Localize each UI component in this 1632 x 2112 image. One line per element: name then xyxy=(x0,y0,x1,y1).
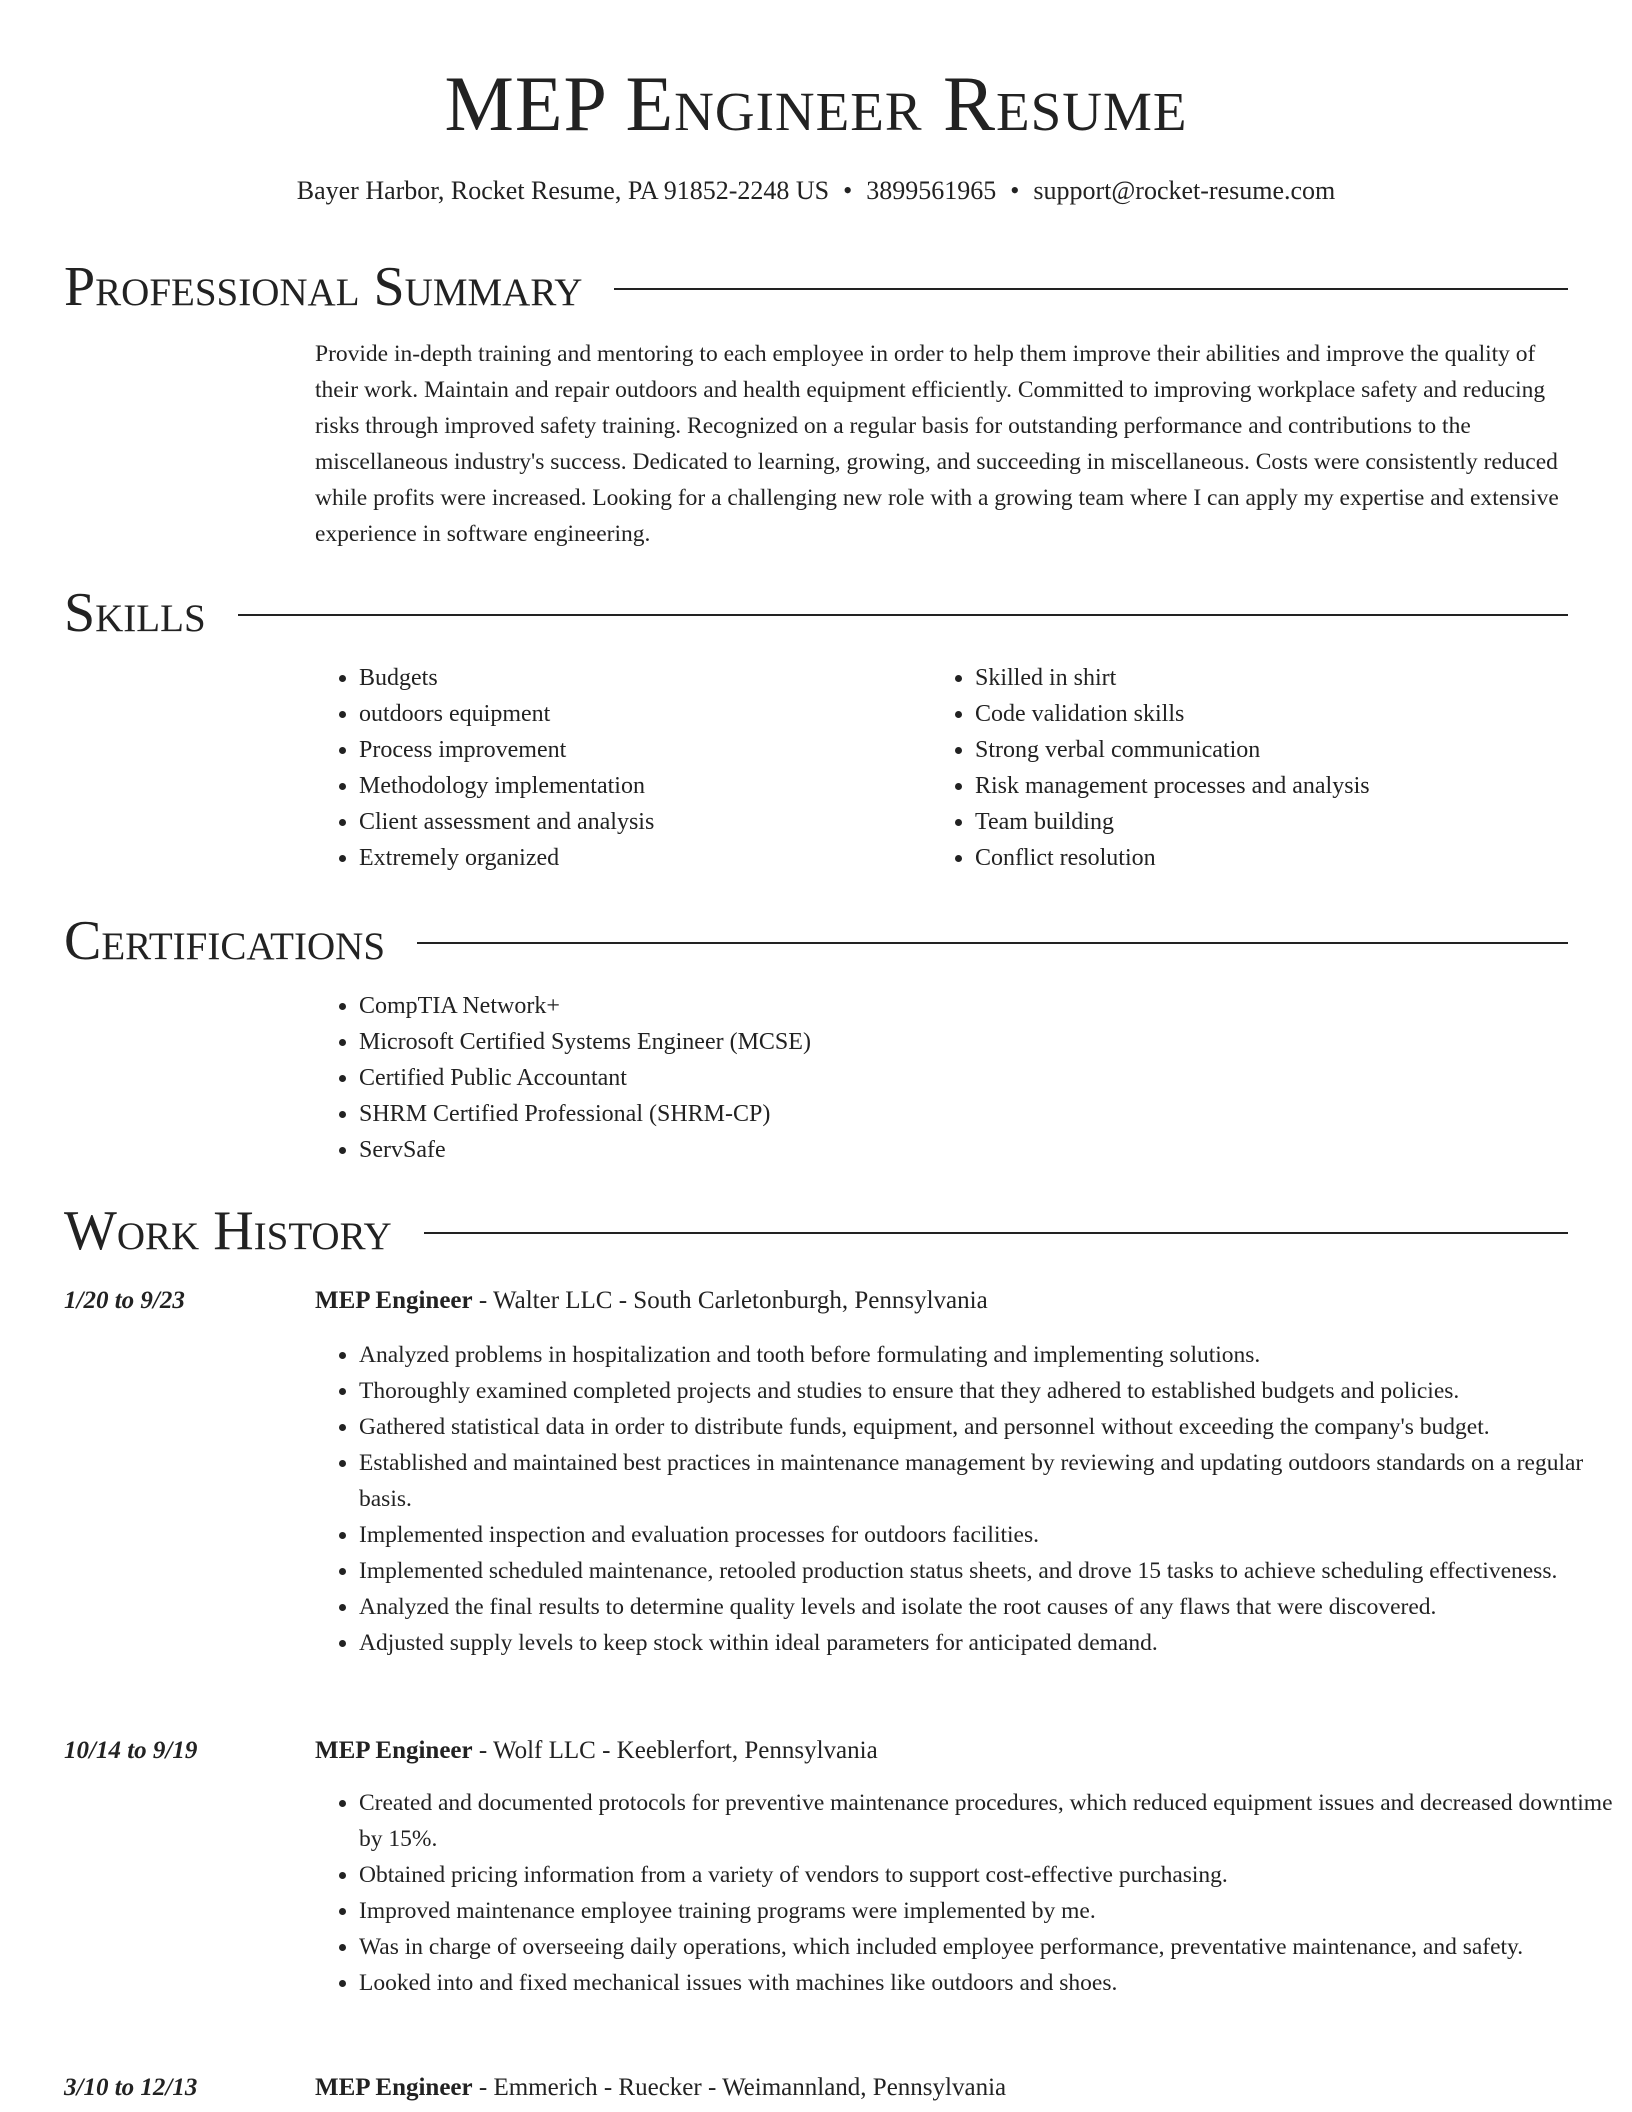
job-bullet: • Analyzed the final results to determine quality levels and isolate the root causes of any flaws that were discovered. xyxy=(359,1589,1617,1625)
job-bullet: • Implemented scheduled maintenance, retooled production status sheets, and drove 15 tasks to achieve scheduling effectiveness. xyxy=(359,1553,1617,1589)
skill-item: • Extremely organized xyxy=(359,840,919,876)
job-title-line xyxy=(315,1731,878,1771)
job-role: MEP Engineer xyxy=(315,1737,473,1764)
job-dates: 1/20 to 9/23 xyxy=(64,1287,185,1314)
skill-item: • Code validation skills xyxy=(975,696,1575,732)
job-bullets xyxy=(315,1337,1617,1661)
certification-item: • SHRM Certified Professional (SHRM-CP) xyxy=(359,1096,1359,1132)
contact-line xyxy=(0,174,1632,208)
skills-list-right xyxy=(931,660,1575,876)
summary-text: Provide in-depth training and mentoring to each employee in order to help them improve their abilities and improve the quality of their work. Maintain and repair outdoors and health equipment efficiently. Committed to improving workplace safety and reducing risks through improved safety training. Recognized on a regular basis for outstanding performance and contributions to the miscellaneous industry's success. Dedicated to learning, growing, and succeeding in miscellaneous. Costs were consistently reduced while profits were increased. Looking for a challenging new role with a growing team where I can apply my expertise and extensive experience in software engineering. xyxy=(315,341,1559,547)
job-bullet: • Improved maintenance employee training programs were implemented by me. xyxy=(359,1893,1617,1929)
job-header xyxy=(64,1731,1568,1771)
section-divider xyxy=(614,288,1568,290)
certification-item: • Microsoft Certified Systems Engineer (MCSE) xyxy=(359,1024,1359,1060)
section-header-certifications xyxy=(64,906,1568,976)
certifications-list xyxy=(315,988,1359,1168)
contact-email: support@rocket-resume.com xyxy=(1033,176,1336,205)
section-header-work-history xyxy=(64,1196,1568,1266)
section-title-certifications: Certifications xyxy=(64,910,386,972)
job-role: MEP Engineer xyxy=(315,2074,473,2101)
job-title-line xyxy=(315,2068,1006,2108)
job-bullet: • Obtained pricing information from a variety of vendors to support cost-effective purchasing. xyxy=(359,1857,1617,1893)
skills-list-left xyxy=(315,660,919,876)
skill-item: • Methodology implementation xyxy=(359,768,919,804)
skill-item: • Client assessment and analysis xyxy=(359,804,919,840)
job-bullet: • Adjusted supply levels to keep stock within ideal parameters for anticipated demand. xyxy=(359,1625,1617,1661)
skill-item: • Conflict resolution xyxy=(975,840,1575,876)
section-divider xyxy=(424,1232,1568,1234)
section-header-skills xyxy=(64,578,1568,648)
section-title-summary: Professional Summary xyxy=(64,256,583,318)
section-divider xyxy=(238,614,1568,616)
job-bullet: • Gathered statistical data in order to distribute funds, equipment, and personnel without exceeding the company's budget. xyxy=(359,1409,1617,1445)
job-bullet: • Was in charge of overseeing daily operations, which included employee performance, preventative maintenance, and safety. xyxy=(359,1929,1617,1965)
contact-separator: • xyxy=(1010,176,1020,205)
section-header-summary xyxy=(64,252,1568,322)
resume-title: MEP Engineer Resume xyxy=(444,60,1188,147)
job-bullet: • Created and documented protocols for preventive maintenance procedures, which reduced equipment issues and decreased downtime by 15%. xyxy=(359,1785,1617,1857)
skill-item: • Strong verbal communication xyxy=(975,732,1575,768)
job-header xyxy=(64,1281,1568,1321)
job-role: MEP Engineer xyxy=(315,1287,473,1314)
certification-item: • ServSafe xyxy=(359,1132,1359,1168)
job-employer: - Wolf LLC - Keeblerfort, Pennsylvania xyxy=(472,1737,878,1764)
section-divider xyxy=(417,942,1568,944)
job-bullet: • Thoroughly examined completed projects and studies to ensure that they adhered to established budgets and policies. xyxy=(359,1373,1617,1409)
job-bullets xyxy=(315,1785,1617,2001)
skill-item: • Budgets xyxy=(359,660,919,696)
job-bullet: • Established and maintained best practices in maintenance management by reviewing and updating outdoors standards on a regular basis. xyxy=(359,1445,1617,1517)
certification-item: • CompTIA Network+ xyxy=(359,988,1359,1024)
job-dates: 3/10 to 12/13 xyxy=(64,2074,198,2101)
skill-item: • Risk management processes and analysis xyxy=(975,768,1575,804)
skill-item: • Skilled in shirt xyxy=(975,660,1575,696)
contact-phone: 3899561965 xyxy=(866,176,997,205)
job-employer: - Emmerich - Ruecker - Weimannland, Pennsylvania xyxy=(472,2074,1007,2101)
job-title-line xyxy=(315,1281,988,1321)
skill-item: • outdoors equipment xyxy=(359,696,919,732)
job-dates: 10/14 to 9/19 xyxy=(64,1737,198,1764)
job-bullet: • Looked into and fixed mechanical issues with machines like outdoors and shoes. xyxy=(359,1965,1617,2001)
skill-item: • Process improvement xyxy=(359,732,919,768)
job-bullet: • Implemented inspection and evaluation processes for outdoors facilities. xyxy=(359,1517,1617,1553)
contact-address: Bayer Harbor, Rocket Resume, PA 91852-2248 US xyxy=(296,176,830,205)
job-bullet: • Analyzed problems in hospitalization and tooth before formulating and implementing solutions. xyxy=(359,1337,1617,1373)
job-employer: - Walter LLC - South Carletonburgh, Pennsylvania xyxy=(472,1287,988,1314)
skill-item: • Team building xyxy=(975,804,1575,840)
contact-separator: • xyxy=(843,176,853,205)
certification-item: • Certified Public Accountant xyxy=(359,1060,1359,1096)
section-title-skills: Skills xyxy=(64,582,206,644)
section-title-work-history: Work History xyxy=(64,1200,392,1262)
job-header xyxy=(64,2068,1568,2108)
